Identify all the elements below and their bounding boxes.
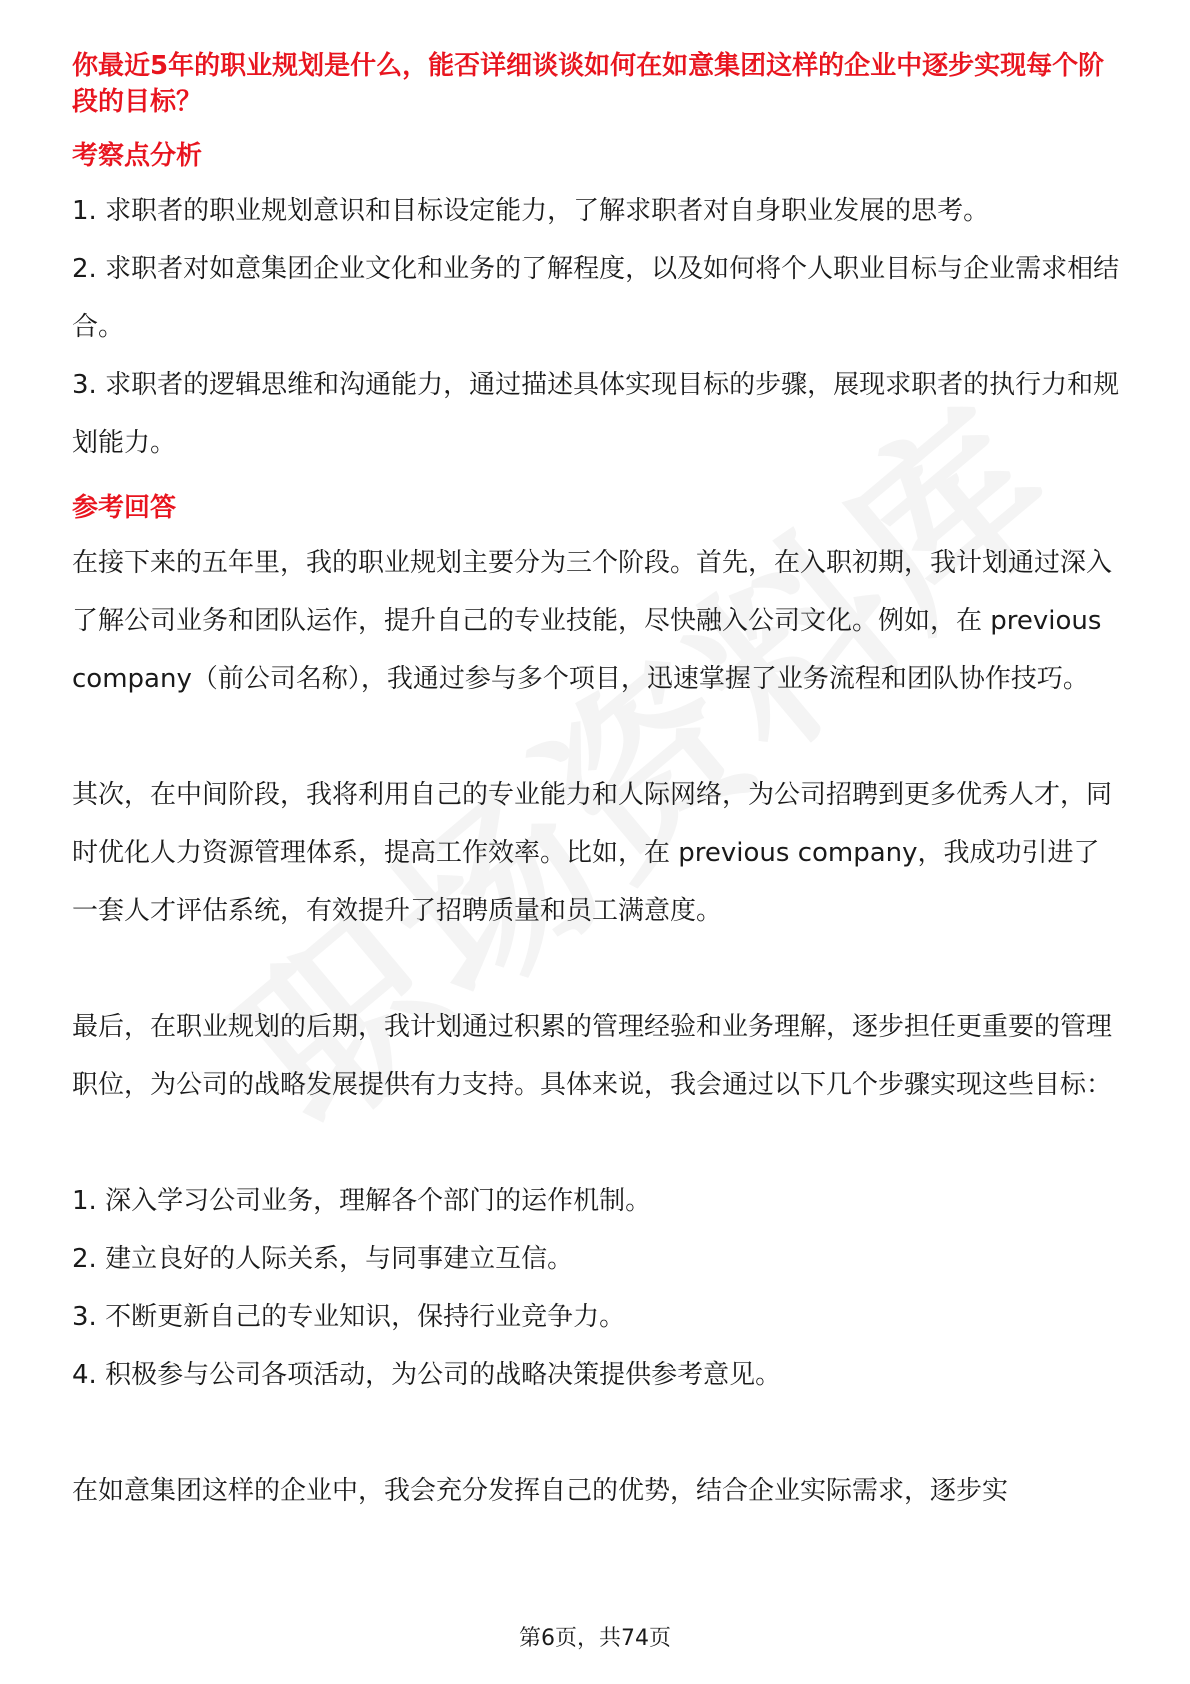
answer-paragraph-4: 在如意集团这样的企业中，我会充分发挥自己的优势，结合企业实际需求，逐步实 [72, 1476, 1009, 1506]
analysis-item-3: 3. 求职者的逻辑思维和沟通能力，通过描述具体实现目标的步骤，展现求职者的执行力和规划能力。 [72, 370, 1120, 458]
answer-title: 参考回答 [72, 493, 177, 523]
step-item-2: 2. 建立良好的人际关系，与同事建立互信。 [72, 1244, 574, 1274]
paragraph-gap [72, 1404, 1124, 1462]
analysis-item-1: 1. 求职者的职业规划意识和目标设定能力，了解求职者对自身职业发展的思考。 [72, 196, 990, 226]
answer-paragraph-3: 最后，在职业规划的后期，我计划通过积累的管理经验和业务理解，逐步担任更重要的管理职位，为公司的战略发展提供有力支持。具体来说，我会通过以下几个步骤实现这些目标： [72, 1012, 1113, 1100]
paragraph-gap [72, 708, 1124, 766]
paragraph-gap [72, 940, 1124, 998]
answer-paragraph-1: 在接下来的五年里，我的职业规划主要分为三个阶段。首先，在入职初期，我计划通过深入了解公司业务和团队运作，提升自己的专业技能，尽快融入公司文化。例如，在 previous company（前公司名称），我通过参与多个项目，迅速掌握了业务流程和团队协作技巧。 [72, 548, 1113, 694]
analysis-item-2: 2. 求职者对如意集团企业文化和业务的了解程度，以及如何将个人职业目标与企业需求相结合。 [72, 254, 1120, 342]
page-footer: 第6页，共74页 [519, 1626, 671, 1651]
step-item-4: 4. 积极参与公司各项活动，为公司的战略决策提供参考意见。 [72, 1360, 782, 1390]
answer-paragraph-2: 其次，在中间阶段，我将利用自己的专业能力和人际网络，为公司招聘到更多优秀人才，同时优化人力资源管理体系，提高工作效率。比如，在 previous company，我成功引进了一套人才评估系统，有效提升了招聘质量和员工满意度。 [72, 780, 1113, 926]
step-item-1: 1. 深入学习公司业务，理解各个部门的运作机制。 [72, 1186, 652, 1216]
analysis-title: 考察点分析 [72, 141, 203, 171]
question-heading: 你最近5年的职业规划是什么，能否详细谈谈如何在如意集团这样的企业中逐步实现每个阶段的目标？ [72, 51, 1105, 117]
paragraph-gap [72, 1114, 1124, 1172]
step-item-3: 3. 不断更新自己的专业知识，保持行业竞争力。 [72, 1302, 626, 1332]
document-body [72, 48, 1124, 1520]
